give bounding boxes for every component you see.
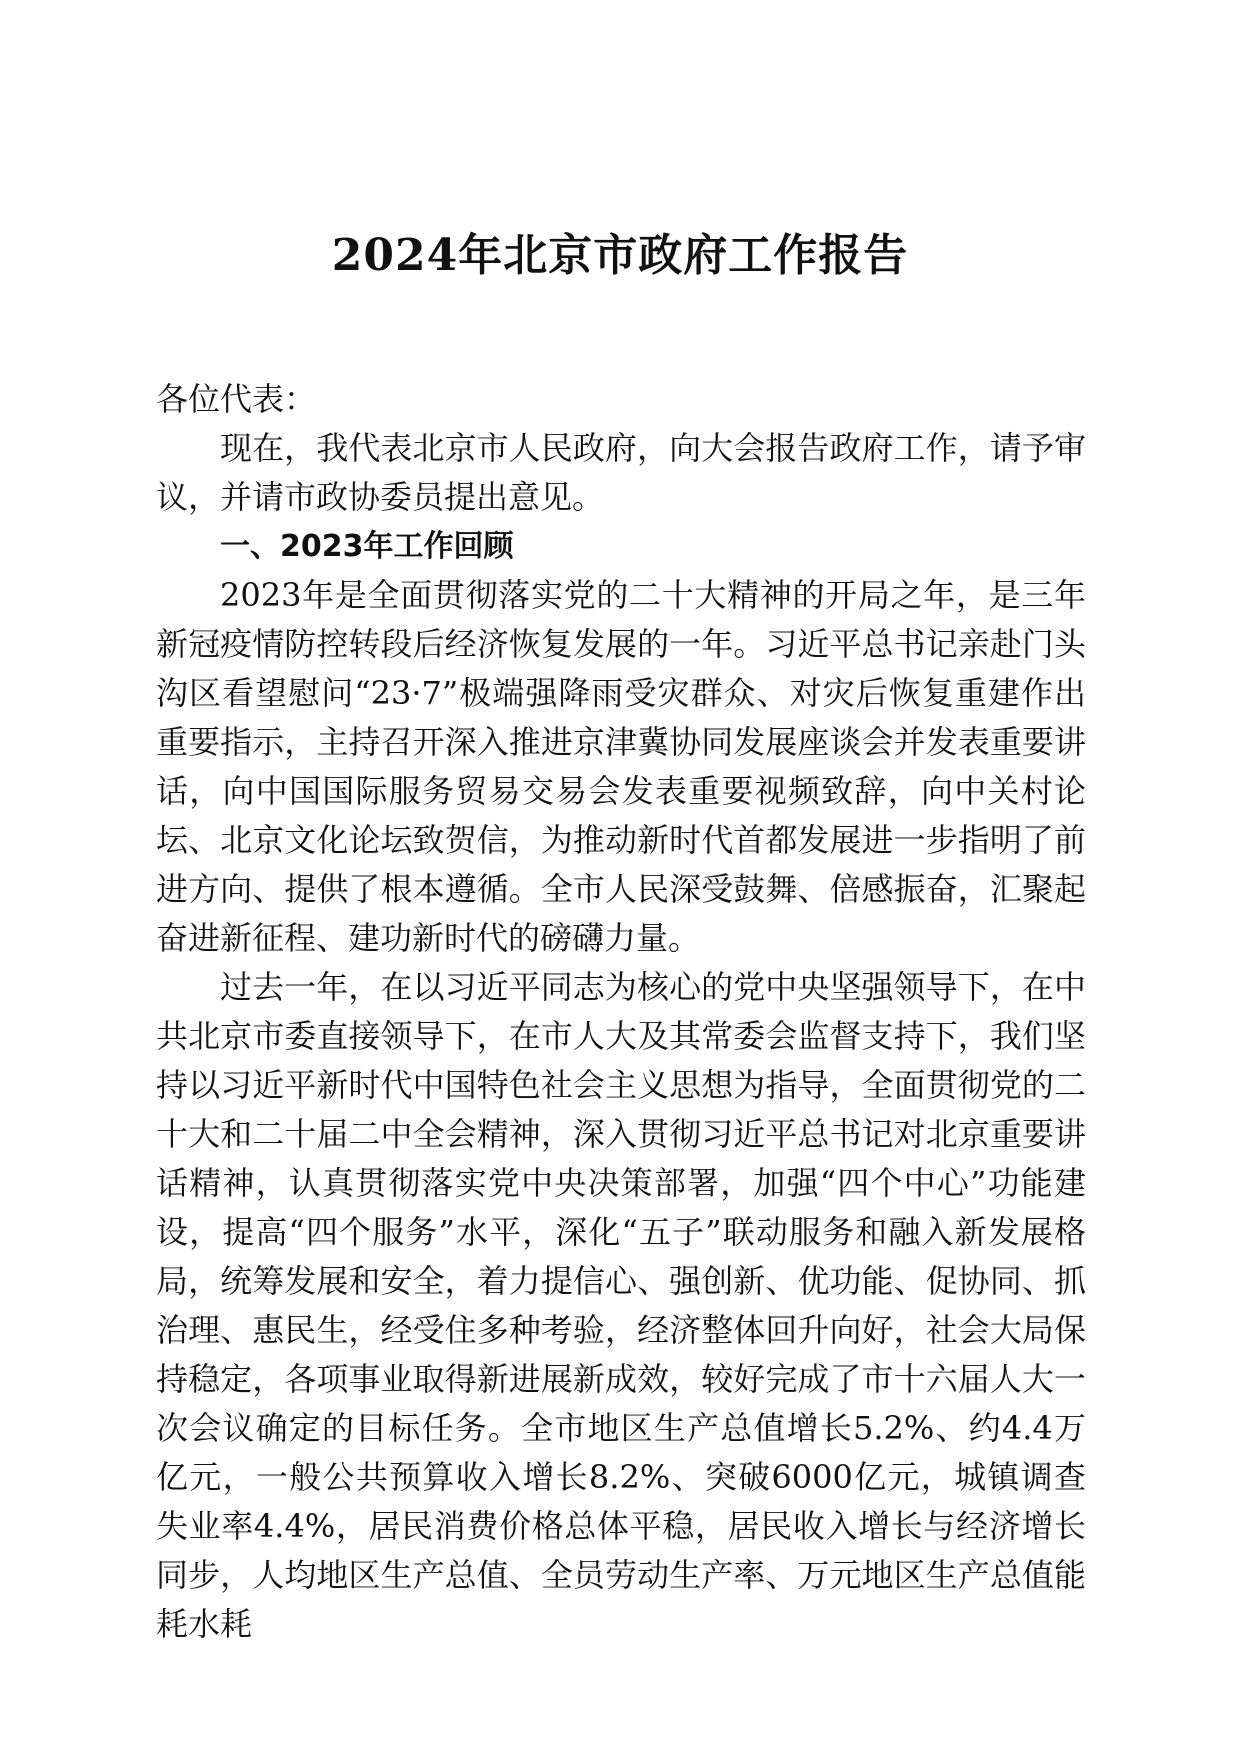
intro-paragraph: 现在，我代表北京市人民政府，向大会报告政府工作，请予审议，并请市政协委员提出意见。 xyxy=(156,429,1086,516)
paragraph: 2023年是全面贯彻落实党的二十大精神的开局之年，是三年新冠疫情防控转段后经济恢复发展的一年。习近平总书记亲赴门头沟区看望慰问“23·7”极端强降雨受灾群众、对灾后恢复重建作出重要指示，主持召开深入推进京津冀协同发展座谈会并发表重要讲话，向中国国际服务贸易交易会发表重要视频致辞，向中关村论坛、北京文化论坛致贺信，为推动新时代首都发展进一步指明了前进方向、提供了根本遵循。全市人民深受鼓舞、倍感振奋，汇聚起奋进新征程、建功新时代的磅礴力量。 xyxy=(156,576,1086,957)
document-title: 2024年北京市政府工作报告 xyxy=(331,230,909,281)
document-body xyxy=(156,375,1086,1649)
section-heading: 一、2023年工作回顾 xyxy=(220,529,514,564)
salutation: 各位代表： xyxy=(156,380,317,418)
paragraph: 过去一年，在以习近平同志为核心的党中央坚强领导下，在中共北京市委直接领导下，在市人大及其常委会监督支持下，我们坚持以习近平新时代中国特色社会主义思想为指导，全面贯彻党的二十大和二十届二中全会精神，深入贯彻习近平总书记对北京重要讲话精神，认真贯彻落实党中央决策部署，加强“四个中心”功能建设，提高“四个服务”水平，深化“五子”联动服务和融入新发展格局，统筹发展和安全，着力提信心、强创新、优功能、促协同、抓治理、惠民生，经受住多种考验，经济整体回升向好，社会大局保持稳定，各项事业取得新进展新成效，较好完成了市十六届人大一次会议确定的目标任务。全市地区生产总值增长5.2%、约4.4万亿元，一般公共预算收入增长8.2%、突破6000亿元，城镇调查失业率4.4%，居民消费价格总体平稳，居民收入增长与经济增长同步，人均地区生产总值、全员劳动生产率、万元地区生产总值能耗水耗 xyxy=(156,968,1086,1643)
